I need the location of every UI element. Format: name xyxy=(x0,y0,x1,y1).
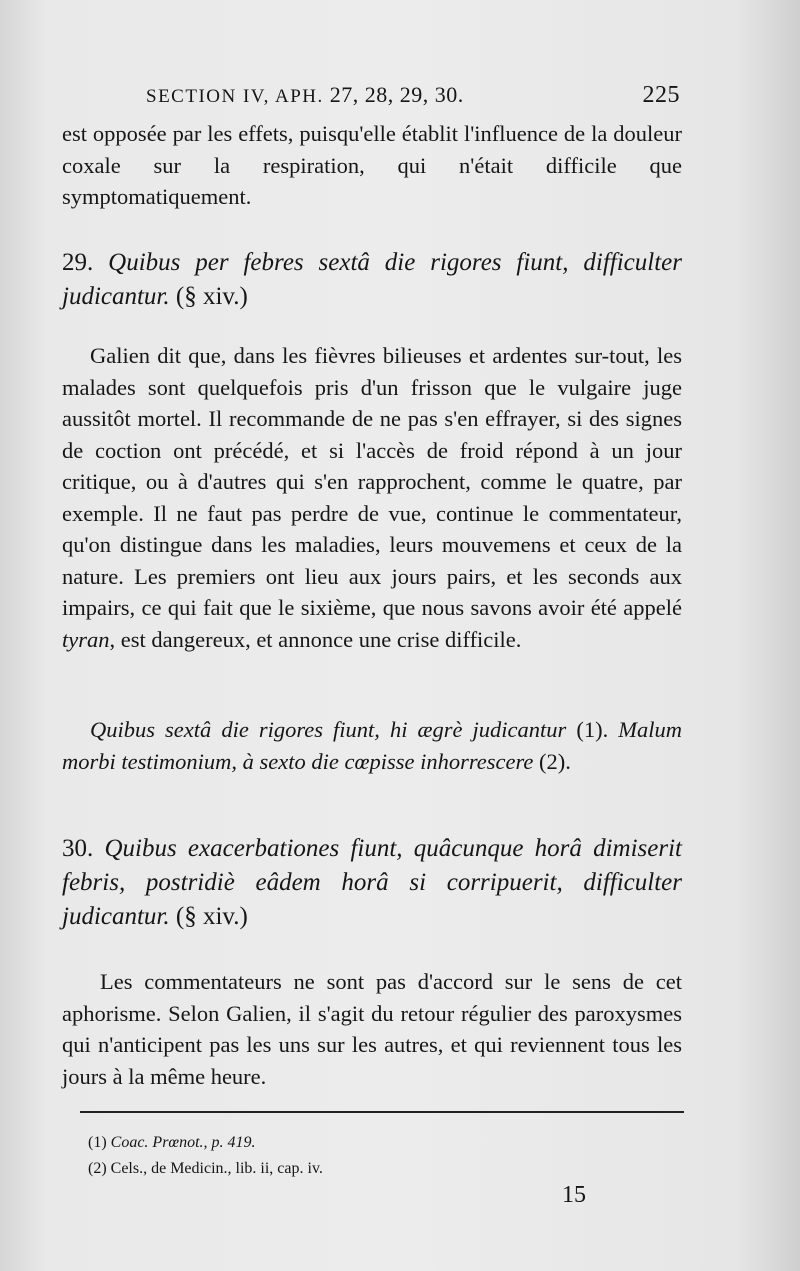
quote-1: Quibus sextâ die rigores fiunt, hi ægrè judicantur xyxy=(90,717,567,742)
footnote-rule xyxy=(80,1111,684,1113)
quote-2-note: (2). xyxy=(539,748,571,774)
footnote-2-mark: (2) xyxy=(88,1160,107,1177)
footnote-2-text: Cels., de Medicin., lib. ii, cap. iv. xyxy=(110,1160,323,1177)
running-header xyxy=(146,82,680,108)
word-tyran: tyran xyxy=(62,626,110,652)
aphorism-30-ref: (§ xiv.) xyxy=(175,903,248,930)
footnotes xyxy=(88,1130,608,1182)
continuation-paragraph: est opposée par les effets, puisqu'elle établit l'influence de la douleur coxale sur la respiration, qui n'était difficile que symptomatiquement. xyxy=(62,121,682,209)
header-aphorisms: 27, 28, 29, 30. xyxy=(329,82,464,107)
page-number: 225 xyxy=(642,82,680,108)
commentary-29 xyxy=(62,340,682,655)
header-section: SECTION IV, APH. xyxy=(146,86,324,107)
latin-quotes xyxy=(62,714,682,777)
aphorism-29-ref: (§ xiv.) xyxy=(175,283,248,310)
footnote-1-text: Coac. Prœnot., p. 419. xyxy=(110,1134,256,1151)
commentary-29-end: , est dangereux, et annonce une crise difficile. xyxy=(109,626,522,652)
footnote-2 xyxy=(88,1156,608,1182)
commentary-30: Les commentateurs ne sont pas d'accord sur le sens de cet aphorisme. Selon Galien, il s'agit du retour régulier des paroxysmes qui n'anticipent pas les uns sur les autres, et qui reviennent tous les jours à la même heure. xyxy=(62,969,682,1089)
aphorism-29-number: 29. xyxy=(62,249,94,276)
aphorism-29 xyxy=(62,246,682,314)
footnote-1 xyxy=(88,1130,608,1156)
signature-mark: 15 xyxy=(562,1182,586,1208)
footnote-1-mark: (1) xyxy=(88,1134,107,1151)
aphorism-30 xyxy=(62,832,682,934)
aphorism-30-number: 30. xyxy=(62,835,94,862)
quote-1-note: (1). xyxy=(576,717,609,742)
aphorism-29-text: Quibus per febres sextâ die rigores fiunt, difficulter judicantur. xyxy=(62,249,682,310)
commentary-29-text: Galien dit que, dans les fièvres bilieuses et ardentes sur-tout, les malades sont quelquefois pris d'un frisson que le vulgaire juge aussitôt mortel. Il recommande de ne pas s'en effrayer, si des signes de coction ont précédé, et si l'accès de froid répond à un jour critique, ou à d'autres qui s'en rapprochent, comme le quatre, par exemple. Il ne faut pas perdre de vue, continue le commentateur, qu'on distingue dans les maladies, leurs mouvemens et ceux de la nature. Les premiers ont lieu aux jours pairs, et les seconds aux impairs, ce qui fait que le sixième, que nous savons avoir été appelé xyxy=(62,343,682,620)
quote-2: Malum morbi testimonium, à sexto die cœpisse inhorrescere xyxy=(62,717,683,774)
aphorism-30-text: Quibus exacerbationes fiunt, quâcunque horâ dimiserit febris, postridiè eâdem horâ si corripuerit, difficulter judicantur. xyxy=(62,835,682,930)
